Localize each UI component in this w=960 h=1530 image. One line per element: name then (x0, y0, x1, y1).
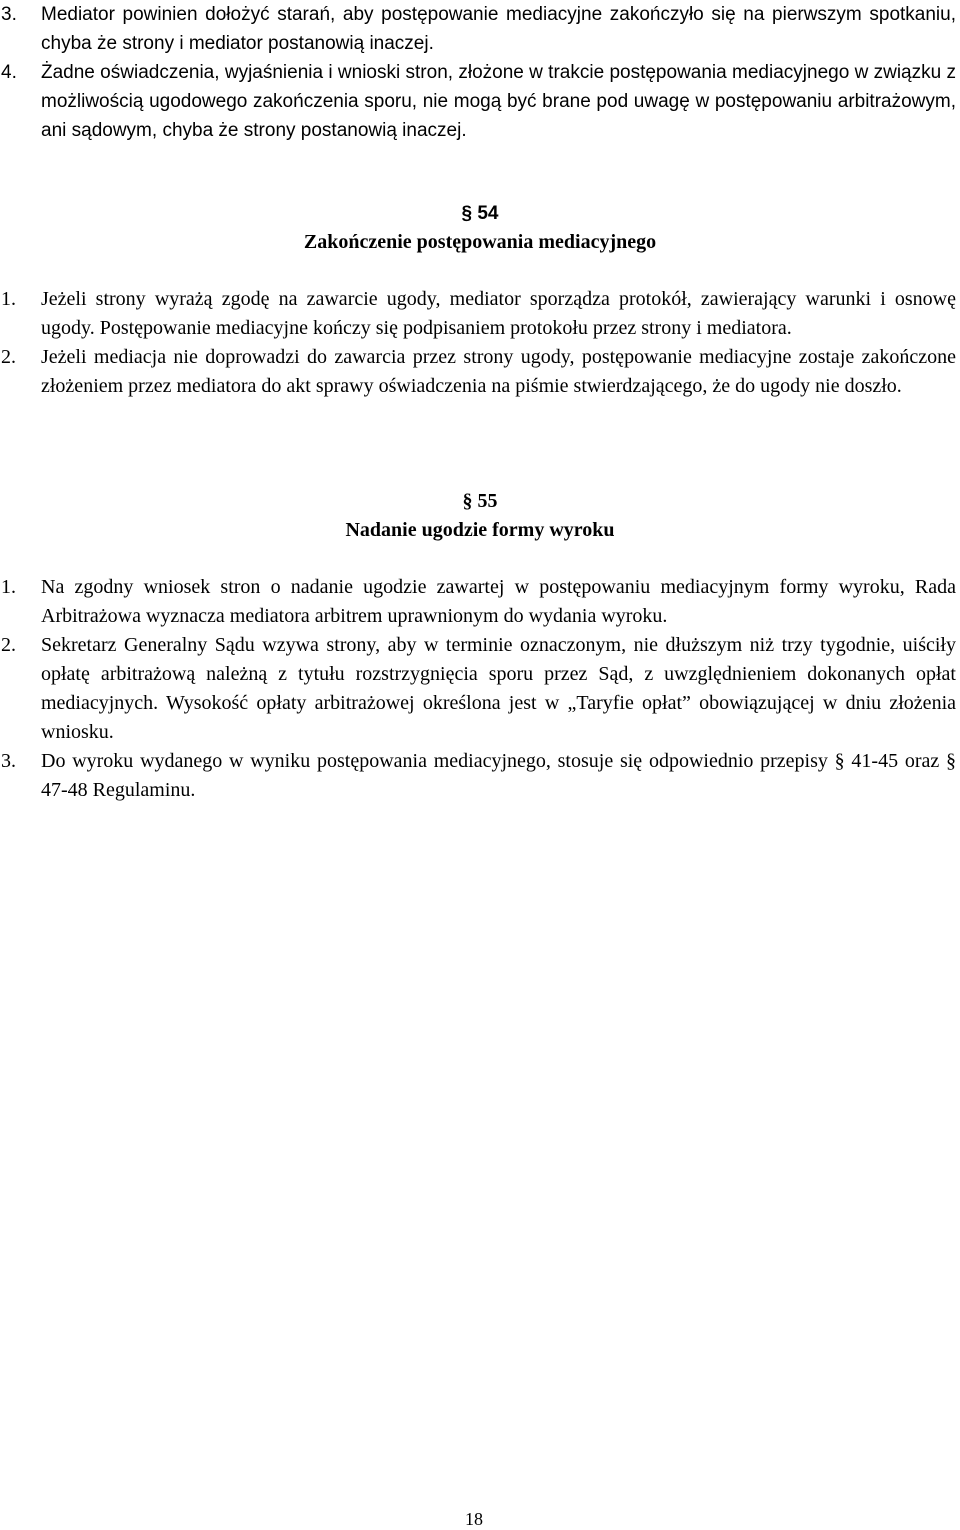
list-item (0, 747, 958, 805)
list-item (0, 343, 958, 401)
item-text: Sekretarz Generalny Sądu wzywa strony, aby w terminie oznaczonym, nie dłuższym niż trzy tygodnie, uiściły opłatę arbitrażową należną z tytułu rozstrzygnięcia sporu przez Sąd, z uwzględnieniem dokonanych opłat mediacyjnych. Wysokość opłaty arbitrażowej określona jest w „Taryfie opłat” obowiązującej w dniu złożenia wniosku. (41, 634, 956, 743)
section-title: Zakończenie postępowania mediacyjnego (303, 231, 657, 253)
item-text: Żadne oświadczenia, wyjaśnienia i wnioski stron, złożone w trakcie postępowania mediacyjnego w związku z możliwością ugodowego zakończenia sporu, nie mogą być brane pod uwagę w postępowaniu arbitrażowym, ani sądowym, chyba że strony postanowią inaczej. (41, 62, 956, 141)
list-item (0, 285, 958, 343)
section-54-heading (0, 199, 960, 257)
item-number: 1. (1, 288, 16, 310)
item-number: 1. (1, 576, 16, 598)
section-55-body (0, 573, 958, 805)
list-item (0, 58, 958, 145)
item-text: Mediator powinien dołożyć starań, aby postępowanie mediacyjne zakończyło się na pierwszym spotkaniu, chyba że strony i mediator postanowią inaczej. (41, 4, 956, 54)
item-number: 4. (1, 62, 17, 83)
item-text: Jeżeli strony wyrażą zgodę na zawarcie ugody, mediator sporządza protokół, zawierający warunki i osnowę ugody. Postępowanie mediacyjne kończy się podpisaniem protokołu przez strony i mediatora. (41, 288, 956, 339)
top-paragraphs (0, 0, 958, 145)
item-number: 2. (1, 634, 16, 656)
item-number: 2. (1, 346, 16, 368)
top-list (0, 0, 958, 145)
section-number: § 54 (461, 203, 499, 224)
section-title: Nadanie ugodzie formy wyroku (345, 519, 615, 541)
item-text: Jeżeli mediacja nie doprowadzi do zawarcia przez strony ugody, postępowanie mediacyjne zostaje zakończone złożeniem przez mediatora do akt sprawy oświadczenia na piśmie stwierdzającego, że do ugody nie doszło. (41, 346, 956, 397)
list-item (0, 631, 958, 747)
item-text: Na zgodny wniosek stron o nadanie ugodzie zawartej w postępowaniu mediacyjnym formy wyroku, Rada Arbitrażowa wyznacza mediatora arbitrem uprawnionym do wydania wyroku. (41, 576, 956, 627)
item-number: 3. (1, 750, 16, 772)
section-54-list (0, 285, 958, 401)
section-55-list (0, 573, 958, 805)
section-54-body (0, 285, 958, 401)
list-item (0, 573, 958, 631)
list-item (0, 0, 958, 58)
item-number: 3. (1, 4, 17, 25)
item-text: Do wyroku wydanego w wyniku postępowania mediacyjnego, stosuje się odpowiednio przepisy § 41-45 oraz § 47-48 Regulaminu. (41, 750, 956, 801)
section-number: § 55 (462, 490, 498, 512)
page-number: 18 (465, 1509, 483, 1529)
section-55-heading (0, 487, 960, 545)
